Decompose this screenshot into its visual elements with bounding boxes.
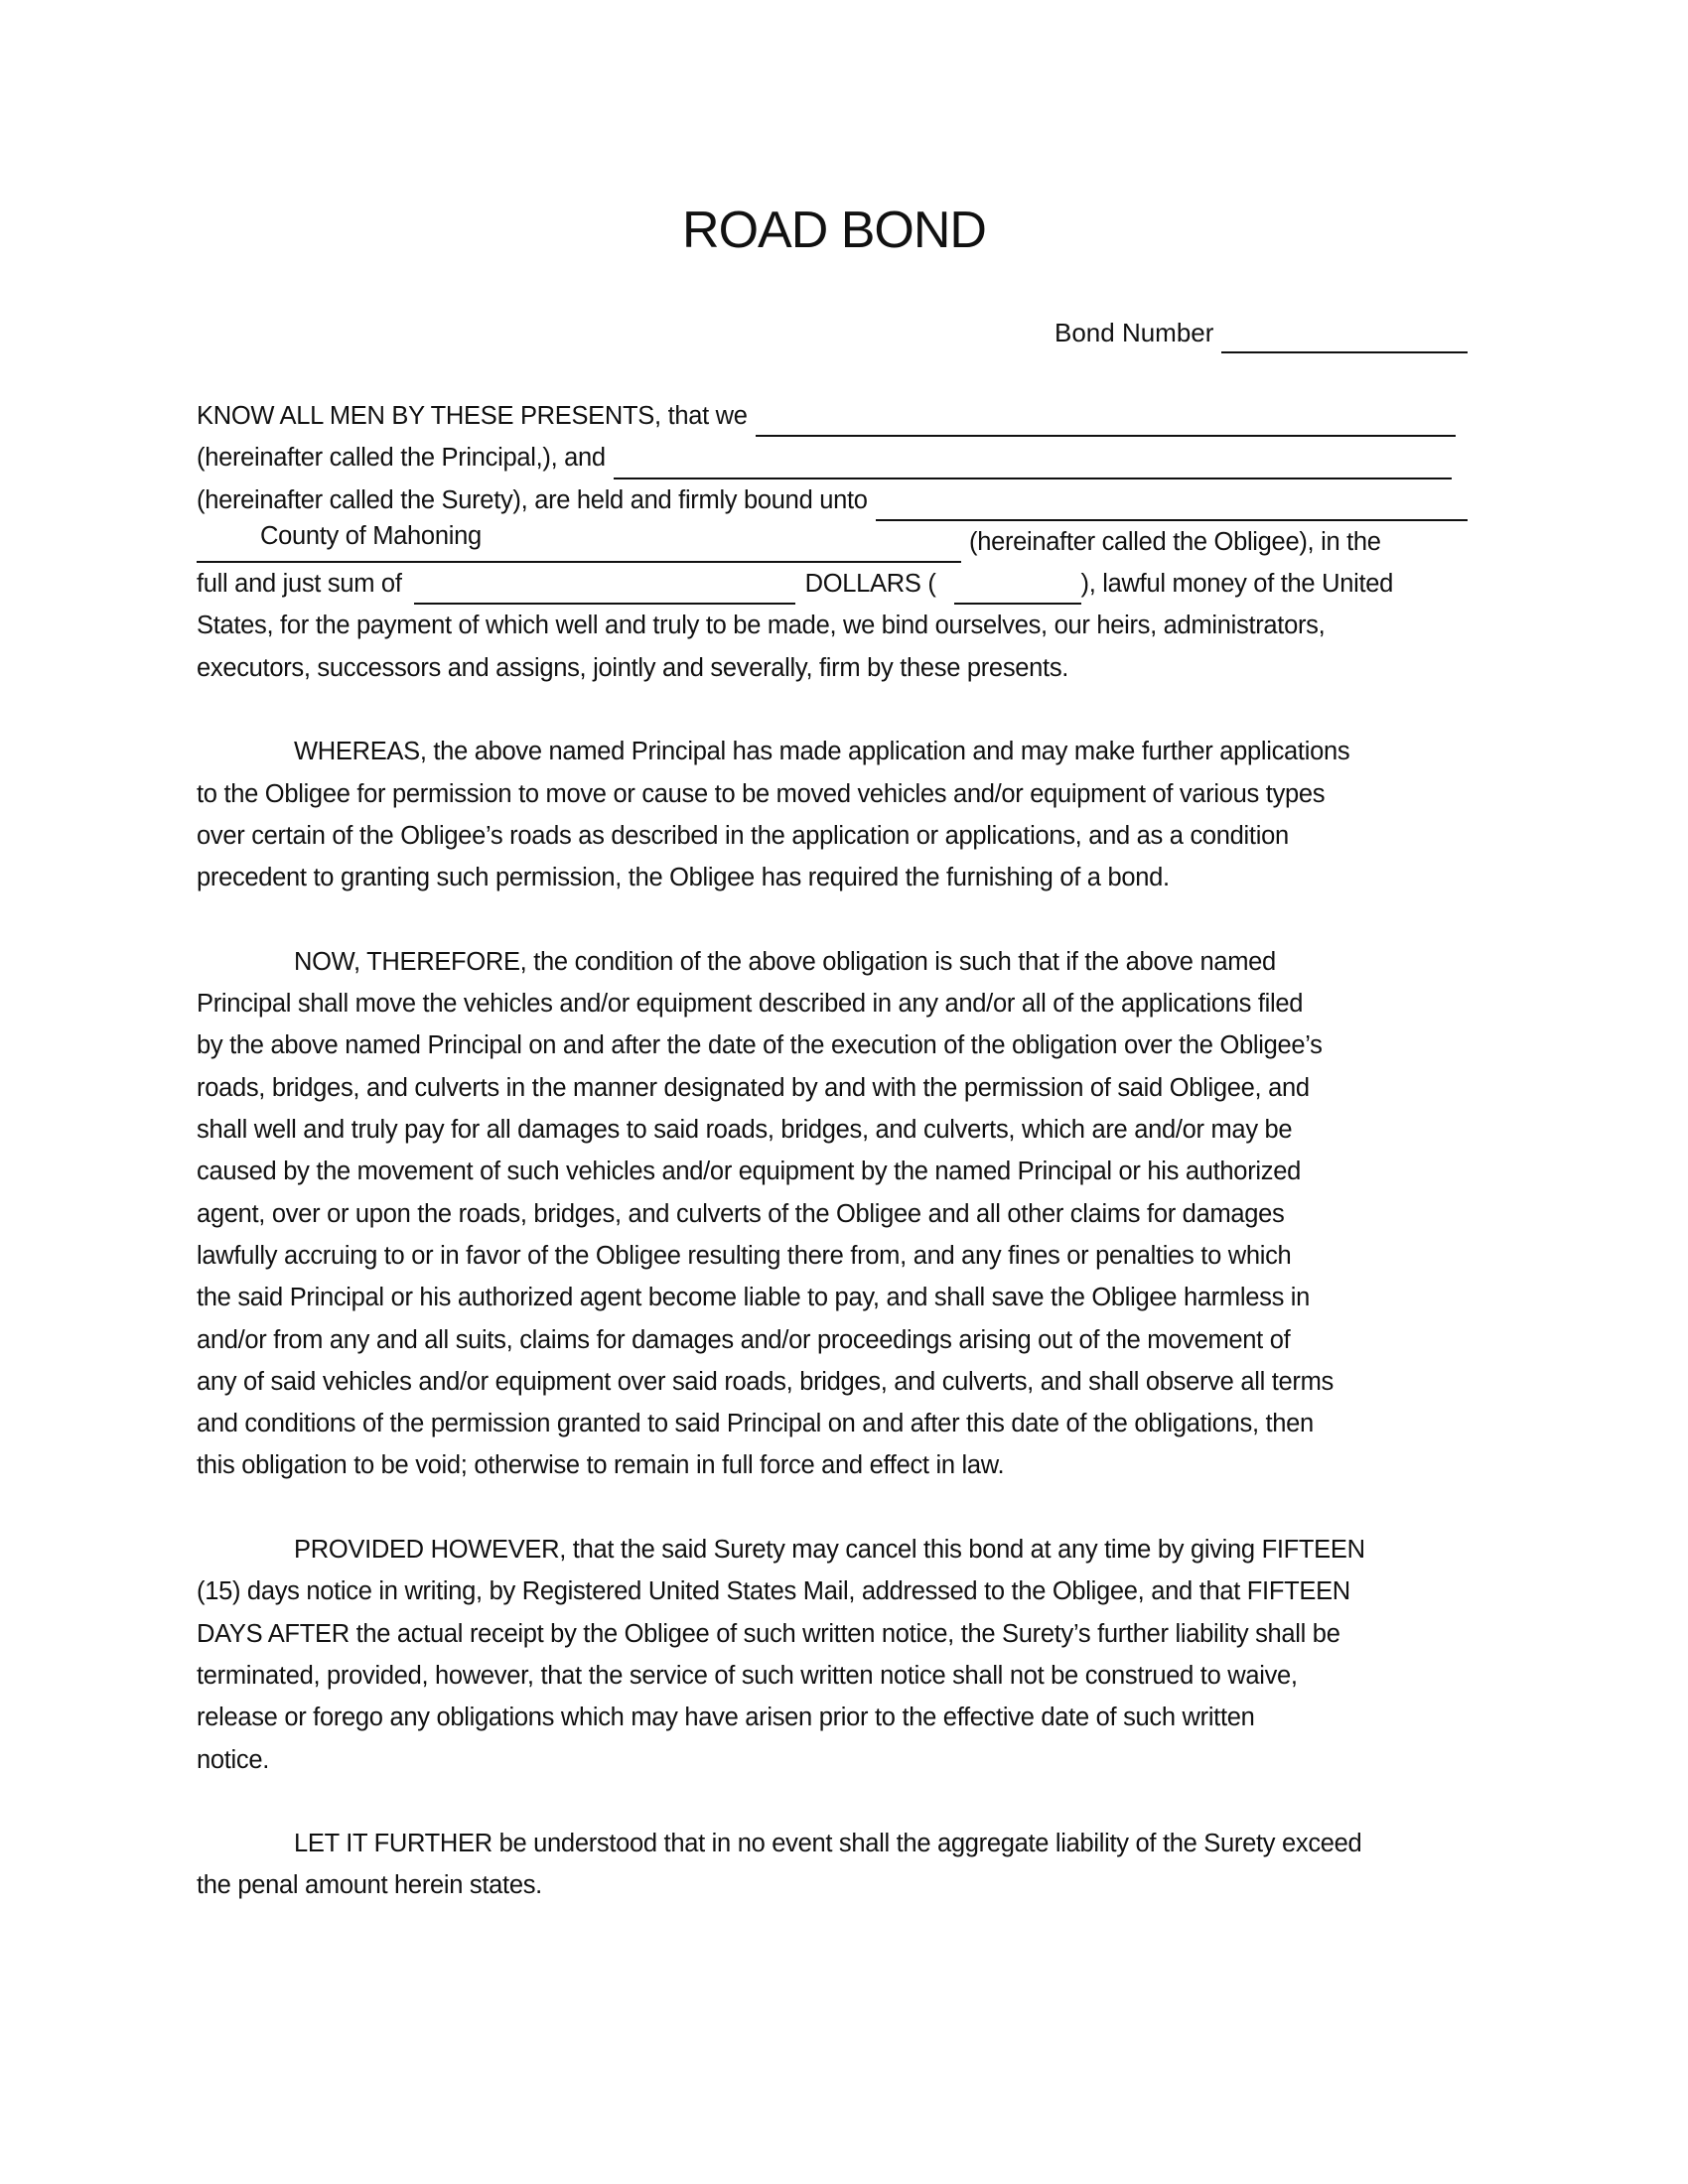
- principal-row: [197, 395, 1468, 437]
- paragraph-line: DAYS AFTER the actual receipt by the Obligee of such written notice, the Surety’s further liability shall be: [197, 1619, 1340, 1648]
- paragraph-line: precedent to granting such permission, the Obligee has required the furnishing of a bond.: [197, 864, 1170, 892]
- paragraph-line: terminated, provided, however, that the service of such written notice shall not be construed to waive,: [197, 1661, 1298, 1690]
- paragraph-line: release or forego any obligations which may have arisen prior to the effective date of such written: [197, 1704, 1255, 1732]
- document-title: ROAD BOND: [682, 202, 986, 259]
- paragraph-line: agent, over or upon the roads, bridges, and culverts of the Obligee and all other claims for damages: [197, 1199, 1285, 1228]
- intro-line: executors, successors and assigns, jointly and severally, firm by these presents.: [197, 653, 1069, 682]
- intro-line: States, for the payment of which well and truly to be made, we bind ourselves, our heirs, administrators,: [197, 612, 1326, 640]
- intro-line: (hereinafter called the Principal,), and: [197, 444, 606, 473]
- principal-field[interactable]: [756, 405, 1456, 437]
- paragraph-line: any of said vehicles and/or equipment over said roads, bridges, and culverts, and shall observe all terms: [197, 1367, 1334, 1396]
- paragraph-line: Principal shall move the vehicles and/or equipment described in any and/or all of the applications filed: [197, 990, 1304, 1019]
- intro-paragraph: [197, 395, 1468, 689]
- paragraph-line: lawfully accruing to or in favor of the Obligee resulting there from, and any fines or penalties to which: [197, 1241, 1292, 1270]
- paragraph: [197, 941, 1468, 1487]
- paragraph: [197, 731, 1468, 898]
- sum-amount-field[interactable]: [954, 573, 1081, 605]
- sum-words-field[interactable]: [414, 573, 795, 605]
- paragraph: [197, 1823, 1468, 1907]
- obligee-field-start[interactable]: [876, 489, 1468, 521]
- paragraph-line: and/or from any and all suits, claims for damages and/or proceedings arising out of the movement of: [197, 1325, 1291, 1354]
- paragraph-line: this obligation to be void; otherwise to remain in full force and effect in law.: [197, 1451, 1005, 1480]
- paragraph-line: (15) days notice in writing, by Registered United States Mail, addressed to the Obligee, and that FIFTEEN: [197, 1577, 1350, 1606]
- bond-number-field[interactable]: [1221, 322, 1468, 353]
- intro-line: full and just sum of: [197, 570, 402, 599]
- paragraph-line: over certain of the Obligee’s roads as described in the application or applications, and as a condition: [197, 821, 1289, 850]
- obligee-field[interactable]: [197, 521, 961, 563]
- body-paragraphs: [197, 731, 1468, 1906]
- intro-line: KNOW ALL MEN BY THESE PRESENTS, that we: [197, 402, 748, 430]
- paragraph-line: roads, bridges, and culverts in the manner designated by and with the permission of said Obligee, and: [197, 1073, 1310, 1102]
- obligee-value: County of Mahoning: [260, 521, 482, 550]
- bond-number-label: Bond Number: [1055, 318, 1214, 347]
- paragraph-line: notice.: [197, 1745, 270, 1774]
- paragraph-line: NOW, THEREFORE, the condition of the above obligation is such that if the above named: [294, 947, 1276, 976]
- paragraph-line: caused by the movement of such vehicles and/or equipment by the named Principal or his authorized: [197, 1158, 1301, 1186]
- paragraph-line: to the Obligee for permission to move or cause to be moved vehicles and/or equipment of various types: [197, 779, 1326, 808]
- paragraph-line: by the above named Principal on and after the date of the execution of the obligation over the Obligee’s: [197, 1031, 1323, 1060]
- paragraph-line: PROVIDED HOWEVER, that the said Surety may cancel this bond at any time by giving FIFTEEN: [294, 1536, 1365, 1565]
- document-body: [197, 395, 1468, 1907]
- intro-line: (hereinafter called the Obligee), in the: [969, 527, 1381, 556]
- surety-field[interactable]: [614, 448, 1452, 479]
- paragraph-line: the said Principal or his authorized agent become liable to pay, and shall save the Obligee harmless in: [197, 1284, 1311, 1312]
- intro-line: (hereinafter called the Surety), are held and firmly bound unto: [197, 485, 868, 514]
- paragraph-line: WHEREAS, the above named Principal has made application and may make further applications: [294, 738, 1350, 766]
- paragraph-line: LET IT FURTHER be understood that in no event shall the aggregate liability of the Surety exceed: [294, 1830, 1362, 1858]
- paragraph-line: shall well and truly pay for all damages to said roads, bridges, and culverts, which are and/or may be: [197, 1116, 1293, 1145]
- paragraph-line: the penal amount herein states.: [197, 1871, 542, 1900]
- paragraph-line: and conditions of the permission granted to said Principal on and after this date of the obligations, then: [197, 1410, 1314, 1438]
- surety-row: [197, 437, 1468, 478]
- sum-row: [197, 563, 1468, 605]
- paragraph: [197, 1529, 1468, 1781]
- dollars-label: DOLLARS (: [804, 570, 936, 599]
- obligee-row-2: [197, 521, 1468, 563]
- intro-line: ), lawful money of the United: [1080, 570, 1394, 599]
- bond-number-row: [1055, 312, 1468, 353]
